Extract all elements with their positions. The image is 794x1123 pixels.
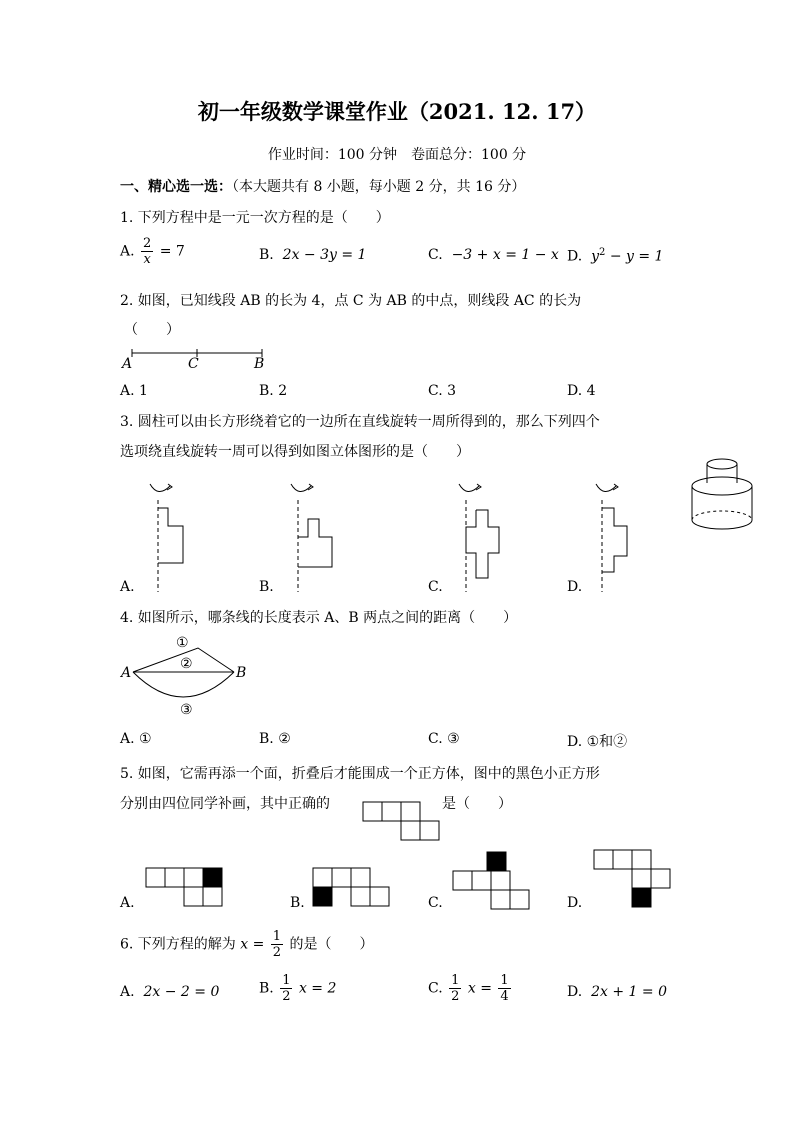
q5-option-a: A.	[120, 895, 135, 911]
q5-figure-a	[146, 868, 222, 906]
q4-label-a: A	[121, 665, 132, 681]
q6-stem-x: x =	[240, 936, 265, 953]
q5-option-d: D.	[567, 895, 583, 911]
q5-d-cell	[613, 850, 632, 869]
q4-option-d: D. ①和②	[567, 734, 628, 750]
q6-option-c-fraction-1	[449, 973, 461, 1004]
q2-paren: （ ）	[124, 322, 180, 338]
q1-option-d-expr-a: y	[591, 248, 600, 265]
q3-option-b: B.	[259, 579, 274, 595]
q2-label-b: B	[254, 356, 265, 372]
q4-label-b: B	[236, 665, 247, 681]
q5-stem-line2a: 分别由四位同学补画，其中正确的	[120, 796, 330, 812]
q6-option-a-expr: 2x − 2 = 0	[143, 984, 220, 1000]
q6-option-d-letter: D.	[567, 984, 583, 1000]
q5-b-cell	[351, 887, 370, 906]
q4-label-2: ②	[180, 656, 193, 672]
q1-option-b-letter: B.	[259, 247, 274, 263]
q5-d-cell	[651, 869, 670, 888]
q5-a-cell	[184, 868, 203, 887]
q3-option-d: D.	[567, 579, 583, 595]
q1-option-a-den: x	[143, 252, 151, 267]
q2-option-b: B. 2	[259, 383, 288, 399]
q6-option-c-mid: x =	[467, 980, 492, 997]
q5-b-cell	[332, 868, 351, 887]
q5-a-cell	[165, 868, 184, 887]
q5-d-cell	[632, 850, 651, 869]
q6-option-a-letter: A.	[120, 984, 135, 1000]
q6-option-b-letter: B.	[259, 980, 274, 997]
q5-ref-cell	[401, 821, 420, 840]
q5-c-cell	[453, 871, 472, 890]
q1-option-d-letter: D.	[567, 248, 583, 265]
q6-option-c-fraction-2	[498, 973, 510, 1004]
q6-option-a	[120, 984, 219, 1000]
section-title: 一、精心选一选：	[120, 179, 232, 195]
q6-option-b-den: 2	[282, 989, 291, 1004]
q6-option-b-num: 1	[282, 973, 291, 988]
q6-stem	[120, 929, 374, 960]
q4-stem: 4. 如图所示，哪条线的长度表示 A、B 两点之间的距离（ ）	[120, 610, 518, 626]
q1-option-a-num: 2	[143, 236, 152, 251]
q5-c-cell	[491, 871, 510, 890]
q4-label-3: ③	[180, 702, 193, 718]
section-note: （本大题共有 8 小题，每小题 2 分，共 16 分）	[232, 179, 526, 195]
q1-option-a-rest: = 7	[159, 243, 185, 260]
q2-label-c: C	[188, 356, 199, 372]
q2-option-c: C. 3	[428, 383, 457, 399]
q2-option-a: A. 1	[120, 383, 148, 399]
q5-stem-line1: 5. 如图，它需再添一个面，折叠后才能围成一个正方体，图中的黑色小正方形	[120, 766, 600, 782]
q5-b-cell	[370, 887, 389, 906]
q4-option-b: B. ②	[259, 731, 291, 747]
q5-d-cell	[594, 850, 613, 869]
q5-b-black-cell	[313, 887, 332, 906]
q5-c-cell	[491, 890, 510, 909]
q6-option-d-expr: 2x + 1 = 0	[591, 984, 667, 1000]
q6-option-c-num2: 1	[500, 973, 509, 988]
q5-reference-net	[363, 802, 439, 840]
q6-option-c	[428, 973, 513, 1004]
q5-a-cell	[146, 868, 165, 887]
q2-stem: 2. 如图，已知线段 AB 的长为 4，点 C 为 AB 的中点，则线段 AC 的长为	[120, 293, 582, 309]
q5-figure-b	[313, 868, 389, 906]
q4-option-c: C. ③	[428, 731, 460, 747]
q5-ref-cell	[401, 802, 420, 821]
q1-option-c-expr: −3 + x = 1 − x	[451, 247, 559, 263]
q5-ref-cell	[382, 802, 401, 821]
q5-option-c: C.	[428, 895, 443, 911]
q1-option-a-letter: A.	[120, 243, 135, 260]
q6-option-b-fraction	[280, 973, 292, 1004]
q6-stem-b: 的是（ ）	[289, 936, 374, 953]
q5-option-b: B.	[290, 895, 305, 911]
q5-c-black-cell	[487, 852, 506, 871]
q5-ref-cell	[363, 802, 382, 821]
q6-option-c-num: 1	[451, 973, 460, 988]
q4-option-a: A. ①	[120, 731, 152, 747]
q6-stem-den: 2	[272, 945, 282, 960]
q5-stem-line2b: 是（ ）	[442, 796, 512, 812]
q3-option-a: A.	[120, 579, 135, 595]
q5-d-cell	[632, 869, 651, 888]
q5-a-cell	[203, 887, 222, 906]
q5-c-cell	[510, 890, 529, 909]
q6-option-d	[567, 984, 667, 1000]
q5-b-cell	[313, 868, 332, 887]
q2-label-a: A	[122, 356, 133, 372]
q6-option-b	[259, 973, 336, 1004]
q1-option-b-expr: 2x − 3y = 1	[282, 247, 367, 263]
q1-option-d-sup: 2	[599, 247, 606, 258]
q3-stem-line2: 选项绕直线旋转一周可以得到如图立体图形的是（ ）	[120, 444, 470, 460]
q6-stem-num: 1	[272, 929, 282, 944]
q5-ref-cell	[420, 821, 439, 840]
q6-option-c-den: 2	[451, 989, 460, 1004]
page-subtitle: 作业时间：100 分钟 卷面总分：100 分	[267, 147, 527, 163]
q3-stem-line1: 3. 圆柱可以由长方形绕着它的一边所在直线旋转一周所得到的，那么下列四个	[120, 414, 600, 430]
q5-figure-d	[594, 850, 670, 907]
q6-stem-fraction	[271, 929, 283, 960]
q4-label-1: ①	[176, 635, 189, 651]
q1-option-d-expr-b: − y = 1	[605, 248, 664, 265]
q3-option-c: C.	[428, 579, 443, 595]
q5-b-cell	[351, 868, 370, 887]
q5-a-black-cell	[203, 868, 222, 887]
q1-option-c-letter: C.	[428, 247, 443, 263]
q6-option-c-letter: C.	[428, 980, 443, 997]
q6-option-c-den2: 4	[500, 989, 509, 1004]
q5-figure-c	[453, 852, 529, 909]
q5-a-cell	[184, 887, 203, 906]
q5-d-black-cell	[632, 888, 651, 907]
q6-option-b-rest: x = 2	[298, 980, 337, 997]
q6-stem-a: 6. 下列方程的解为	[120, 936, 236, 953]
page-title: 初一年级数学课堂作业（2021. 12. 17）	[197, 99, 597, 124]
q1-stem: 1. 下列方程中是一元一次方程的是（ ）	[120, 210, 390, 226]
q5-c-cell	[472, 871, 491, 890]
q2-option-d: D. 4	[567, 383, 596, 399]
